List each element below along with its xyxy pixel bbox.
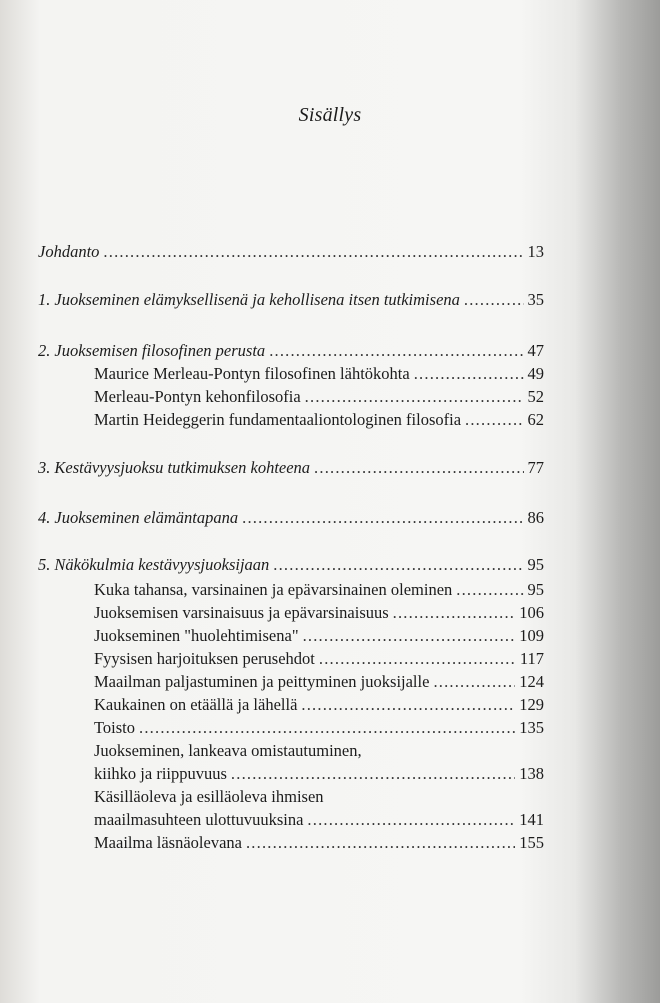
page-number: 86 (527, 508, 544, 527)
toc-section (94, 833, 544, 853)
chapter-number: 2. (38, 341, 51, 360)
page-number: 117 (519, 649, 544, 668)
page-number: 106 (519, 603, 544, 622)
chapter-number: 1. (38, 290, 51, 309)
toc-section (94, 410, 544, 430)
leader-dots (465, 410, 523, 430)
toc-chapter-2 (38, 341, 544, 361)
toc-section (94, 603, 544, 623)
page-number: 35 (527, 290, 544, 309)
leader-dots (319, 649, 516, 669)
page-number: 13 (527, 242, 544, 261)
toc-section (94, 672, 544, 692)
section-title: Juoksemisen varsinaisuus ja epävarsinaisuus (94, 603, 389, 622)
toc-section (94, 718, 544, 738)
toc-chapter-1 (38, 290, 544, 310)
page-number: 135 (519, 718, 544, 737)
section-title: Toisto (94, 718, 136, 737)
page-number: 95 (527, 580, 544, 599)
chapter-title: Juoksemisen filosofinen perusta (54, 341, 266, 360)
section-title: kiihko ja riippuvuus (94, 764, 227, 783)
leader-dots (433, 672, 515, 692)
leader-dots (464, 290, 524, 310)
chapter-title: Kestävyysjuoksu tutkimuksen kohteena (54, 458, 311, 477)
leader-dots (242, 508, 523, 528)
section-title: Kuka tahansa, varsinainen ja epävarsinainen oleminen (94, 580, 453, 599)
toc-section (94, 649, 544, 669)
page-number: 49 (527, 364, 544, 383)
page-number: 155 (519, 833, 544, 852)
toc-section (94, 364, 544, 384)
section-title: maailmasuhteen ulottuvuuksina (94, 810, 304, 829)
section-title: Maailma läsnäolevana (94, 833, 242, 852)
page-title: Sisällys (298, 104, 362, 126)
leader-dots (246, 833, 515, 853)
chapter-number: 4. (38, 508, 51, 527)
leader-dots (393, 603, 516, 623)
section-title: Juokseminen "huolehtimisena" (94, 626, 299, 645)
section-title: Fyysisen harjoituksen perusehdot (94, 649, 315, 668)
leader-dots (231, 764, 515, 784)
page-number: 129 (519, 695, 544, 714)
page-number: 95 (527, 555, 544, 574)
section-title: Merleau-Pontyn kehonfilosofia (94, 387, 301, 406)
leader-dots (314, 458, 523, 478)
toc-section (94, 387, 544, 407)
leader-dots (273, 555, 523, 575)
page-number: 62 (527, 410, 544, 429)
chapter-title: Juokseminen elämäntapana (54, 508, 239, 527)
chapter-title: Johdanto (38, 242, 100, 261)
toc-section (94, 626, 544, 646)
section-title: Maurice Merleau-Pontyn filosofinen lähtökohta (94, 364, 410, 383)
toc-chapter-introduction (38, 242, 544, 262)
leader-dots (103, 242, 523, 262)
section-title: Kaukainen on etäällä ja lähellä (94, 695, 298, 714)
leader-dots (305, 387, 524, 407)
leader-dots (414, 364, 524, 384)
leader-dots (269, 341, 523, 361)
section-title: Martin Heideggerin fundamentaaliontologinen filosofia (94, 410, 462, 429)
section-title: Maailman paljastuminen ja peittyminen juoksijalle (94, 672, 430, 691)
toc-chapter-5 (38, 555, 544, 575)
toc-chapter-3 (38, 458, 544, 478)
chapter-number: 3. (38, 458, 51, 477)
toc-section (94, 580, 544, 600)
page-number: 124 (519, 672, 544, 691)
section-title-line-1: Käsilläoleva ja esilläoleva ihmisen (94, 787, 324, 806)
leader-dots (456, 580, 523, 600)
toc-section (94, 764, 544, 784)
page-number: 47 (527, 341, 544, 360)
chapter-title: Juokseminen elämyksellisenä ja kehollisena itsen tutkimisena (54, 290, 460, 309)
toc-section (94, 695, 544, 715)
page-number: 138 (519, 764, 544, 783)
leader-dots (307, 810, 515, 830)
toc-section (94, 810, 544, 830)
leader-dots (301, 695, 515, 715)
page-number: 77 (527, 458, 544, 477)
section-title-line-1: Juokseminen, lankeava omistautuminen, (94, 741, 362, 760)
leader-dots (303, 626, 516, 646)
toc-chapter-4 (38, 508, 544, 528)
page-number: 52 (527, 387, 544, 406)
chapter-number: 5. (38, 555, 51, 574)
page-number: 141 (519, 810, 544, 829)
leader-dots (139, 718, 515, 738)
page-number: 109 (519, 626, 544, 645)
chapter-title: Näkökulmia kestävyysjuoksijaan (54, 555, 270, 574)
